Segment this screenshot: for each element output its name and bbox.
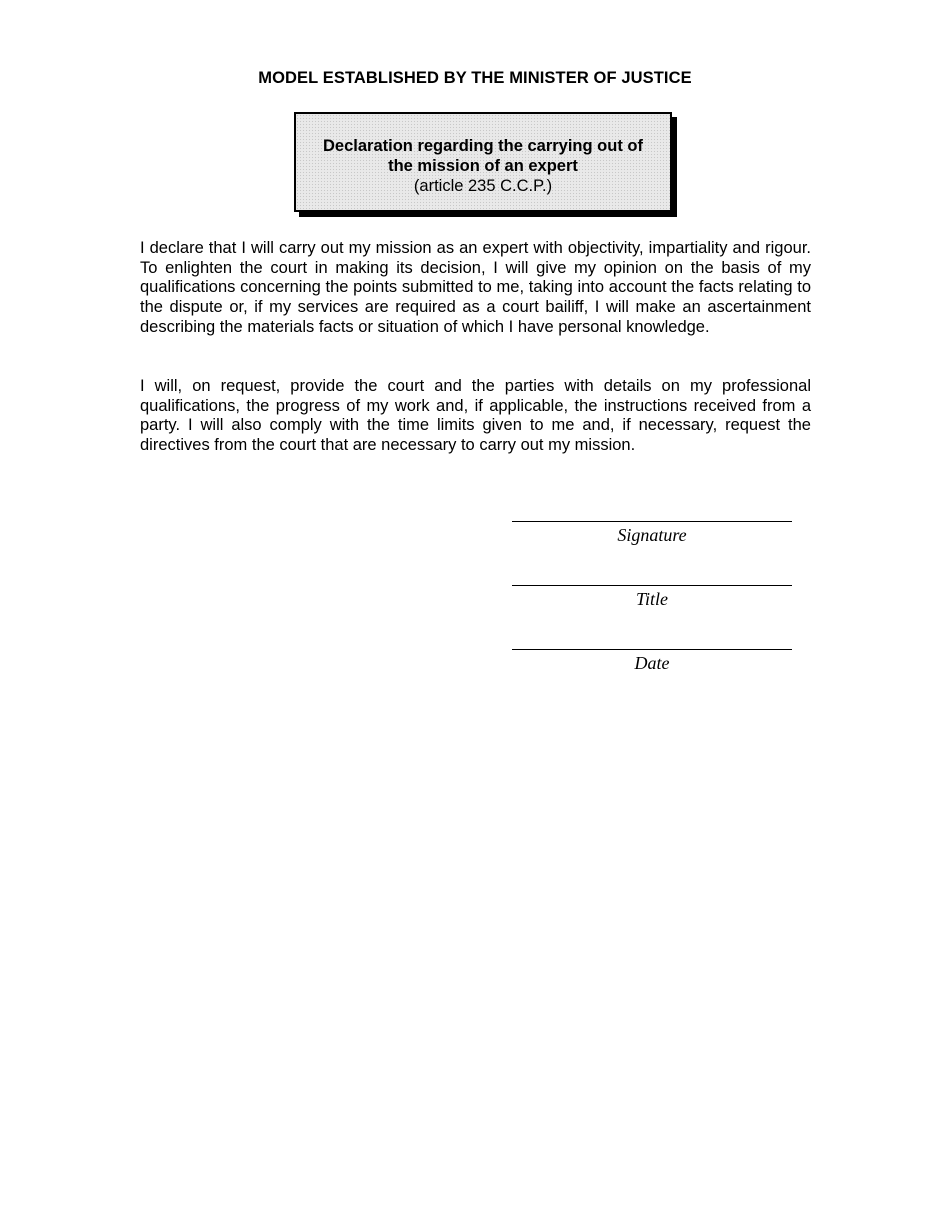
date-field[interactable] bbox=[512, 649, 792, 674]
title-box bbox=[294, 112, 672, 212]
signature-line bbox=[512, 521, 792, 522]
signature-field[interactable] bbox=[512, 521, 792, 546]
title-label: Title bbox=[635, 589, 668, 609]
title-line-1: Declaration regarding the carrying out of bbox=[323, 137, 643, 155]
title-line-2: the mission of an expert bbox=[388, 157, 578, 175]
title-subtitle: (article 235 C.C.P.) bbox=[413, 177, 553, 195]
title-line bbox=[512, 585, 792, 586]
signature-label: Signature bbox=[617, 525, 687, 545]
date-label: Date bbox=[634, 653, 670, 673]
document-heading: MODEL ESTABLISHED BY THE MINISTER OF JUSTICE bbox=[258, 69, 692, 87]
declaration-paragraph-2: I will, on request, provide the court and the parties with details on my professional qualifications, the progress of my work and, if applicable, the instructions received from a party. I will also comply with the time limits given to me and, if necessary, request the directives from the court that are necessary to carry out my mission. bbox=[140, 377, 811, 455]
title-field[interactable] bbox=[512, 585, 792, 610]
declaration-paragraph-1: I declare that I will carry out my mission as an expert with objectivity, impartiality and rigour. To enlighten the court in making its decision, I will give my opinion on the basis of my qualifications concerning the points submitted to me, taking into account the facts relating to the dispute or, if my services are required as a court bailiff, I will make an ascertainment describing the materials facts or situation of which I have personal knowledge. bbox=[140, 239, 811, 336]
date-line bbox=[512, 649, 792, 650]
